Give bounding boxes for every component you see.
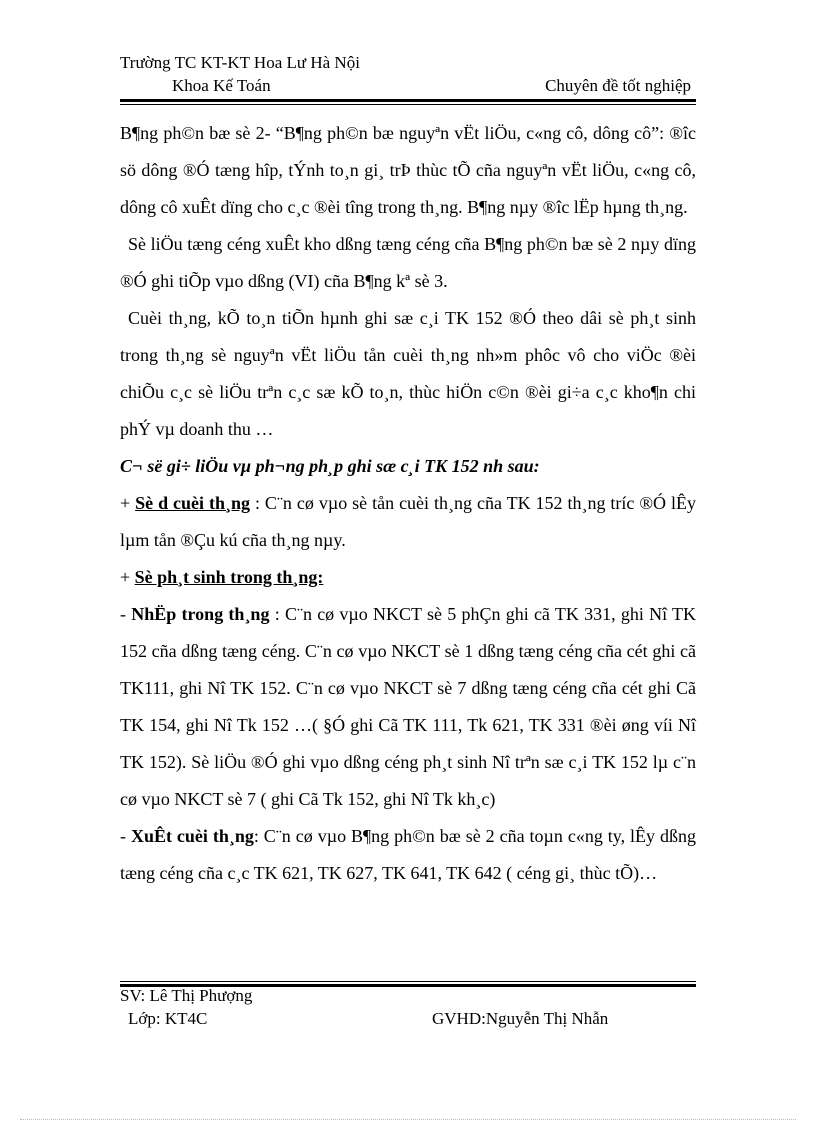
footer-class: Lớp: KT4C: [128, 1009, 208, 1028]
paragraph-1: B¶ng ph©n bæ sè 2- “B¶ng ph©n bæ nguyªn vËt liÖu, c«ng cô, dông cô”: ®îc sö dông ®Ó tæng hîp, tÝnh to¸n gi¸ trÞ thùc tÕ cña nguyªn vËt liÖu, c«ng cô, dông cô xuÊt dïng cho c¸c ®èi tîng trong th¸ng. B¶ng nµy ®îc lËp hµng th¸ng.: [120, 123, 696, 217]
import-text: : C¨n cø vµo NKCT sè 5 phÇn ghi cã TK 331, ghi Nî TK 152 cña dßng tæng céng. C¨n cø vµo NKCT sè 1 dßng tæng céng cña cét ghi cã TK111, ghi Nî TK 152. C¨n cø vµo NKCT sè 7 dßng tæng céng cña cét ghi Cã TK 154, ghi Nî Tk 152 …( §Ó ghi Cã TK 111, Tk 621, TK 331 ®èi øng víi Nî TK 152). Sè liÖu ®Ó ghi vµo dßng céng ph¸t sinh Nî trªn sæ c¸i TK 152 lµ c¨n cø vµo NKCT sè 7 ( ghi Cã Tk 152, ghi Nî Tk kh¸c): [120, 604, 696, 809]
header-doc-type: Chuyên đề tốt nghiệp: [545, 76, 691, 95]
header-department: Khoa Kế Toán: [172, 76, 271, 95]
bullet-dash: -: [120, 604, 132, 624]
footer-student: SV: Lê Thị Phượng: [120, 986, 253, 1005]
paragraph-arising: [120, 559, 696, 596]
closing-balance-label: Sè d cuèi th¸ng: [135, 493, 251, 513]
paragraph-closing-balance: [120, 485, 696, 559]
arising-label: Sè ph¸t sinh trong th¸ng:: [134, 567, 324, 587]
footer-advisor: GVHD:Nguyễn Thị Nhẫn: [432, 1009, 609, 1028]
paragraph-3: Cuèi th¸ng, kÕ to¸n tiÕn hµnh ghi sæ c¸i TK 152 ®Ó theo dâi sè ph¸t sinh trong th¸ng sè nguyªn vËt liÖu tån cuèi th¸ng nh»m phôc vô cho viÖc ®èi chiÕu c¸c sè liÖu trªn c¸c sæ kÕ to¸n, thùc hiÖn c©n ®èi gi÷a c¸c kho¶n chi phÝ vµ doanh thu …: [120, 308, 696, 439]
bullet-dash: -: [120, 826, 131, 846]
document-body: [120, 115, 696, 892]
bullet-plus: +: [120, 567, 135, 587]
export-label: XuÊt cuèi th¸ng: [130, 826, 254, 846]
import-label: NhËp trong th¸ng: [131, 604, 270, 624]
footer-rule-thin: [120, 981, 696, 982]
header-school: Trường TC KT-KT Hoa Lư Hà Nội: [120, 53, 360, 72]
page-edge-dotted: [20, 1119, 796, 1120]
header-rule-thin: [120, 104, 696, 105]
section-heading: C¬ së gi÷ liÖu vµ ph¬ng ph¸p ghi sæ c¸i TK 152 nh sau:: [120, 456, 540, 476]
header-rule-thick: [120, 99, 696, 102]
paragraph-import: [120, 596, 696, 818]
closing-balance-text: : C¨n cø vµo sè tån cuèi th¸ng cña TK 152 th¸ng tríc ®Ó lÊy lµm tån ®Çu kú cña th¸ng nµy.: [120, 493, 697, 550]
paragraph-2: Sè liÖu tæng céng xuÊt kho dßng tæng céng cña B¶ng ph©n bæ sè 2 nµy dïng ®Ó ghi tiÕp vµo dßng (VI) cña B¶ng kª sè 3.: [120, 234, 696, 291]
bullet-plus: +: [120, 493, 136, 513]
export-text: : C¨n cø vµo B¶ng ph©n bæ sè 2 cña toµn c«ng ty, lÊy dßng tæng céng cña c¸c TK 621, TK 627, TK 641, TK 642 ( céng gi¸ thùc tÕ)…: [120, 826, 696, 883]
paragraph-export: [120, 818, 696, 892]
